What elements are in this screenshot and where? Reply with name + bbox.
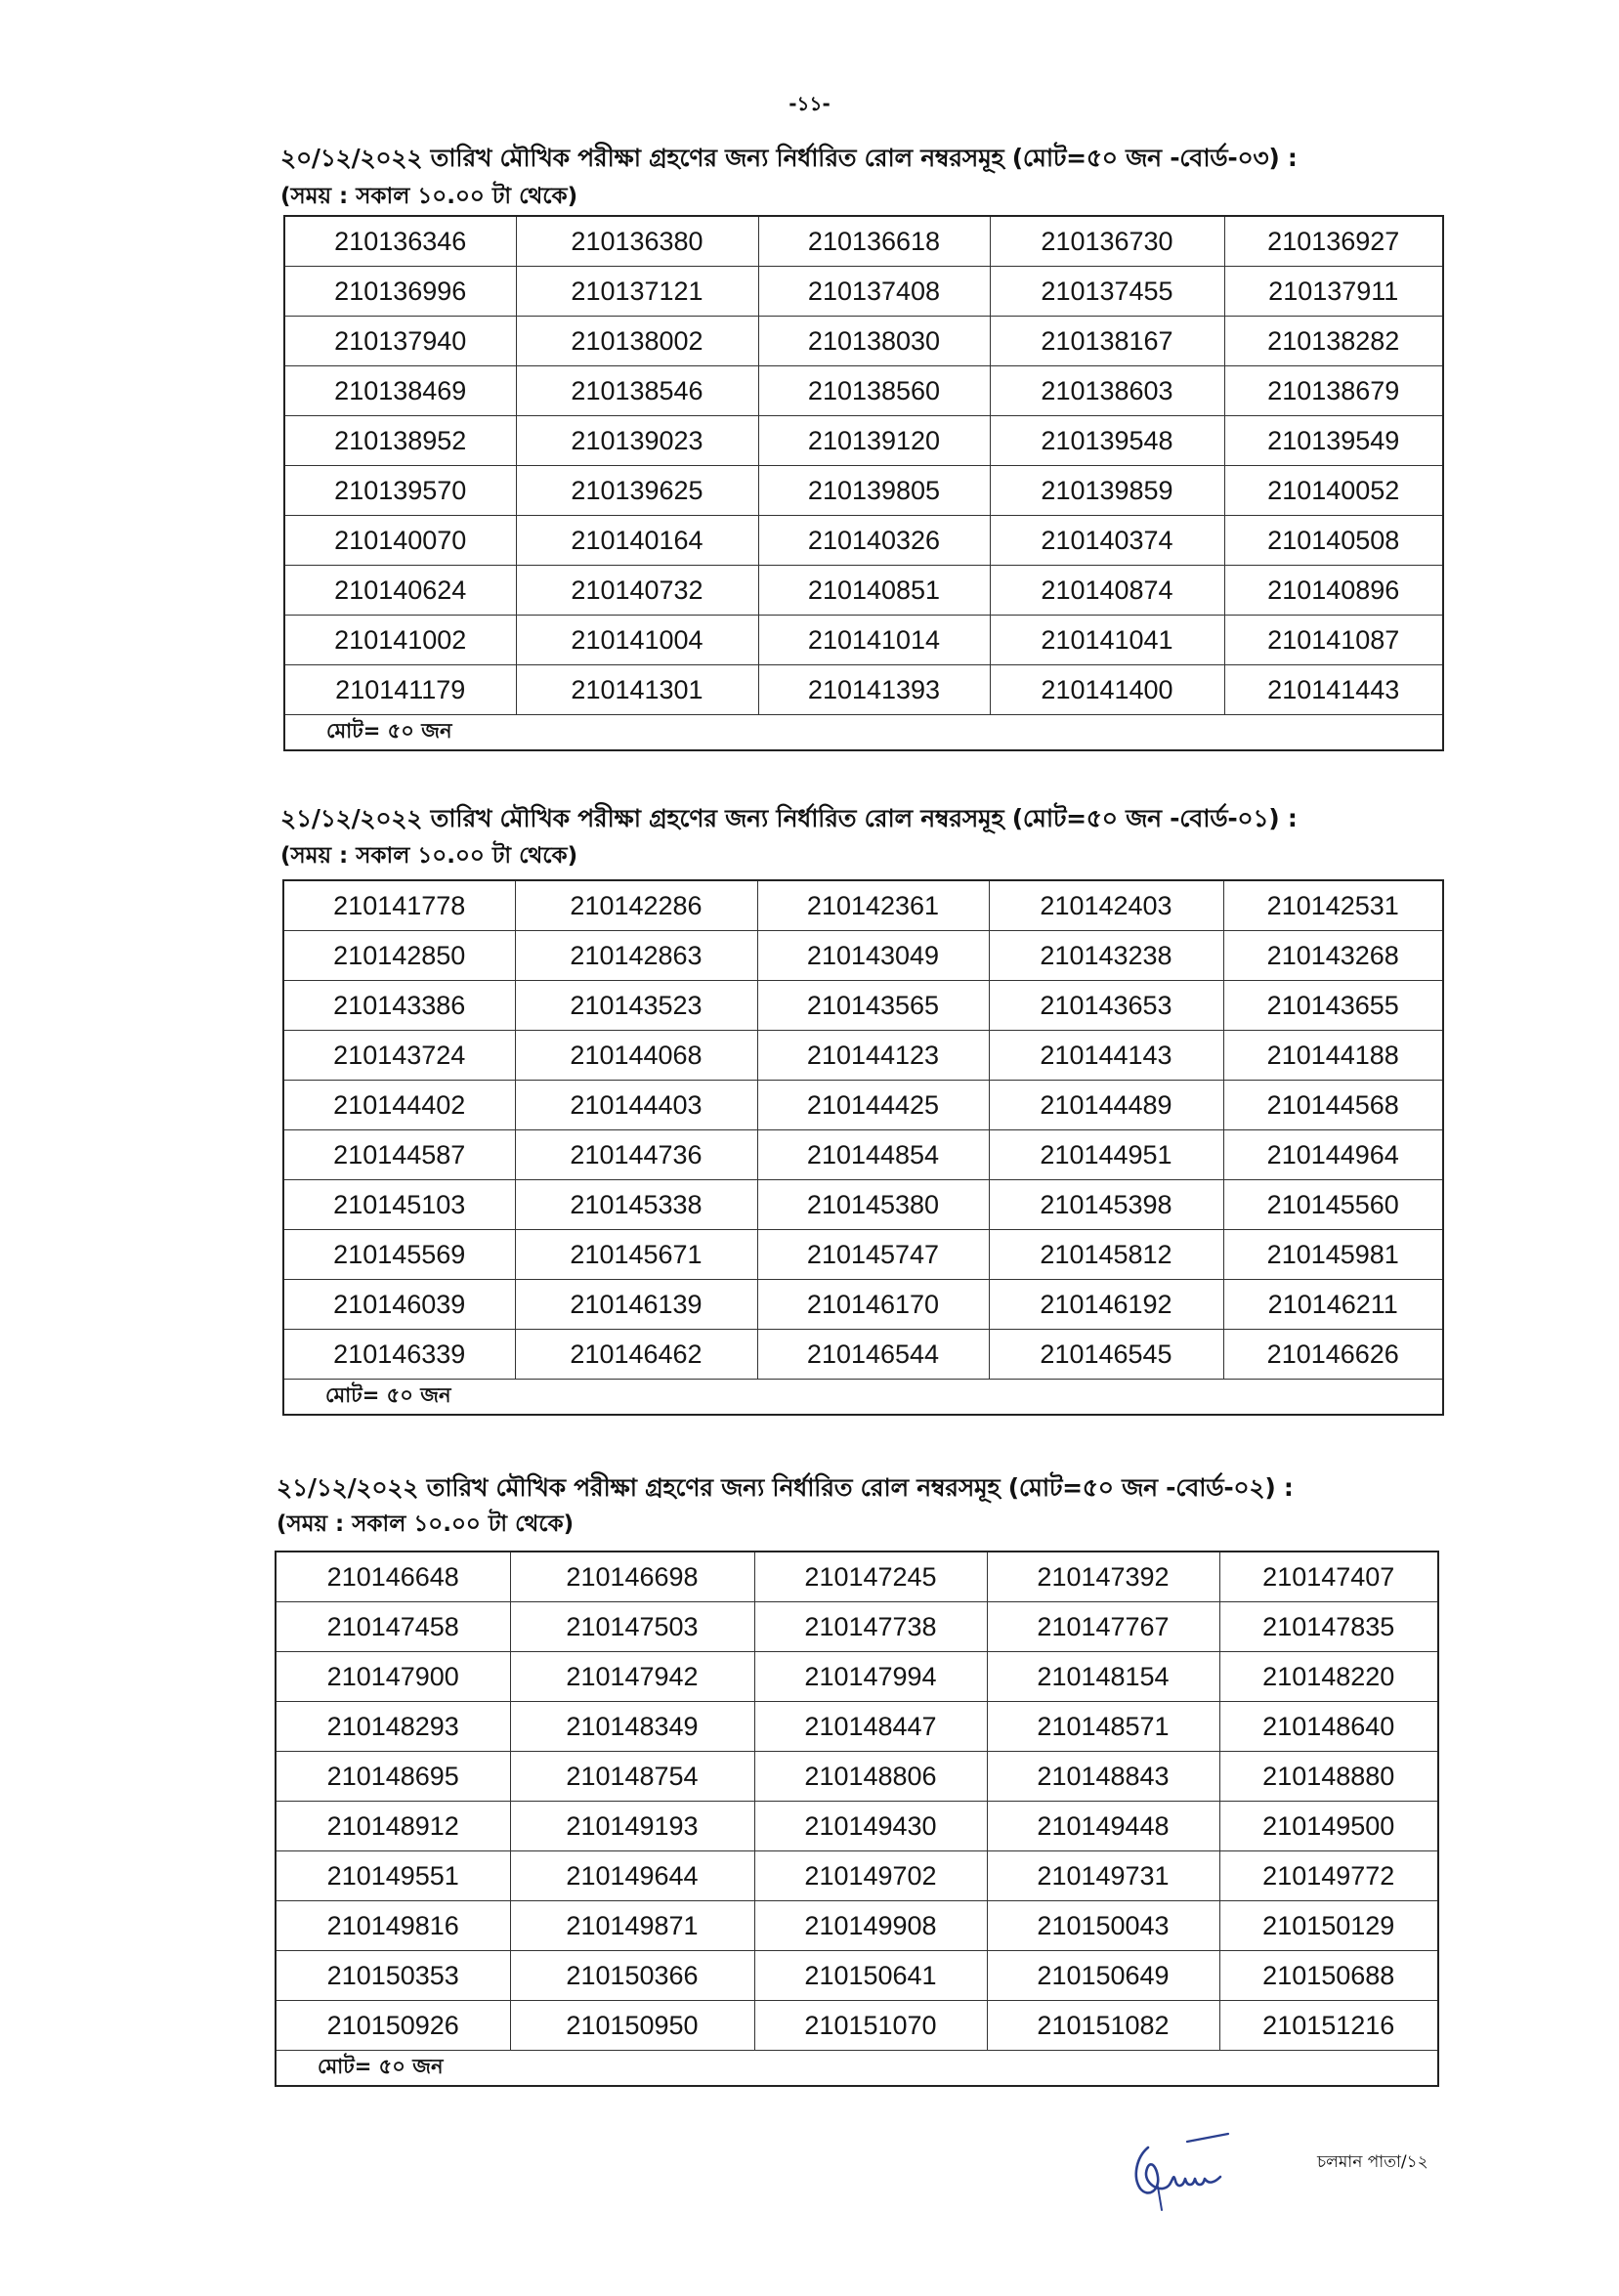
roll-number-cell: 210147767 [987,1602,1219,1652]
roll-number-cell: 210144951 [989,1130,1223,1180]
roll-number-cell: 210149193 [510,1802,754,1851]
roll-number-cell: 210142850 [283,931,515,981]
table-row [284,267,1443,317]
roll-number-cell: 210141087 [1224,616,1443,665]
roll-number-cell: 210146139 [515,1280,757,1330]
roll-number-cell: 210144123 [757,1031,989,1081]
roll-number-cell: 210136996 [284,267,516,317]
table-row [276,1552,1438,1602]
roll-number-cell: 210139023 [516,416,758,466]
roll-number-cell: 210139548 [990,416,1224,466]
roll-number-cell: 210146545 [989,1330,1223,1380]
roll-number-cell: 210144068 [515,1031,757,1081]
table-row [276,1901,1438,1951]
roll-number-cell: 210140508 [1224,516,1443,566]
table-row [276,1702,1438,1752]
roll-number-cell: 210137121 [516,267,758,317]
roll-number-cell: 210136618 [758,216,990,267]
roll-number-cell: 210138952 [284,416,516,466]
roll-number-cell: 210141014 [758,616,990,665]
table-row [283,880,1443,931]
roll-number-cell: 210136346 [284,216,516,267]
roll-number-cell: 210148447 [754,1702,987,1752]
roll-number-cell: 210145380 [757,1180,989,1230]
roll-number-cell: 210146192 [989,1280,1223,1330]
roll-number-cell: 210139549 [1224,416,1443,466]
roll-number-cell: 210150926 [276,2001,510,2051]
roll-number-cell: 210150649 [987,1951,1219,2001]
roll-number-cell: 210148571 [987,1702,1219,1752]
roll-number-cell: 210144402 [283,1081,515,1130]
roll-number-cell: 210143386 [283,981,515,1031]
roll-number-cell: 210143523 [515,981,757,1031]
roll-number-cell: 210151216 [1219,2001,1438,2051]
roll-number-cell: 210146648 [276,1552,510,1602]
roll-number-cell: 210138603 [990,366,1224,416]
table-row [284,616,1443,665]
section-time: (সময় : সকাল ১০.০০ টা থেকে) [280,843,578,869]
roll-number-cell: 210144964 [1223,1130,1443,1180]
roll-number-cell: 210150641 [754,1951,987,2001]
roll-number-cell: 210141179 [284,665,516,715]
table-row [283,931,1443,981]
roll-number-cell: 210140896 [1224,566,1443,616]
total-row [284,715,1443,751]
roll-number-cell: 210146170 [757,1280,989,1330]
roll-number-cell: 210149551 [276,1851,510,1901]
roll-number-cell: 210150043 [987,1901,1219,1951]
roll-number-cell: 210144568 [1223,1081,1443,1130]
total-row [283,1380,1443,1416]
roll-number-cell: 210142531 [1223,880,1443,931]
roll-number-cell: 210140052 [1224,466,1443,516]
roll-number-cell: 210148154 [987,1652,1219,1702]
table-row [276,1851,1438,1901]
roll-number-cell: 210139570 [284,466,516,516]
roll-number-cell: 210147835 [1219,1602,1438,1652]
roll-number-cell: 210148293 [276,1702,510,1752]
roll-number-cell: 210148754 [510,1752,754,1802]
table-row [276,1602,1438,1652]
roll-number-cell: 210143049 [757,931,989,981]
roll-number-cell: 210136730 [990,216,1224,267]
table-row [283,1130,1443,1180]
roll-number-cell: 210145560 [1223,1180,1443,1230]
roll-number-cell: 210138679 [1224,366,1443,416]
table-row [276,1802,1438,1851]
roll-number-cell: 210141004 [516,616,758,665]
roll-number-cell: 210150950 [510,2001,754,2051]
table-row [283,1280,1443,1330]
roll-number-cell: 210138002 [516,317,758,366]
roll-number-cell: 210143565 [757,981,989,1031]
roll-number-cell: 210149731 [987,1851,1219,1901]
table-row [283,981,1443,1031]
roll-number-cell: 210144425 [757,1081,989,1130]
roll-number-cell: 210148880 [1219,1752,1438,1802]
roll-number-cell: 210145981 [1223,1230,1443,1280]
table-row [284,466,1443,516]
table-row [283,1330,1443,1380]
roll-number-cell: 210149500 [1219,1802,1438,1851]
roll-number-cell: 210147503 [510,1602,754,1652]
roll-number-cell: 210144854 [757,1130,989,1180]
roll-number-cell: 210146698 [510,1552,754,1602]
total-count: মোট= ৫০ জন [276,2051,1438,2087]
roll-number-cell: 210137911 [1224,267,1443,317]
roll-number-cell: 210140874 [990,566,1224,616]
roll-number-cell: 210137455 [990,267,1224,317]
roll-number-cell: 210145671 [515,1230,757,1280]
roll-number-cell: 210148220 [1219,1652,1438,1702]
roll-number-cell: 210140374 [990,516,1224,566]
roll-number-cell: 210139625 [516,466,758,516]
table-row [284,366,1443,416]
roll-number-cell: 210148806 [754,1752,987,1802]
roll-number-cell: 210147738 [754,1602,987,1652]
roll-number-cell: 210137408 [758,267,990,317]
table-row [284,665,1443,715]
roll-number-cell: 210144736 [515,1130,757,1180]
roll-number-cell: 210144188 [1223,1031,1443,1081]
roll-number-cell: 210146462 [515,1330,757,1380]
roll-number-cell: 210150353 [276,1951,510,2001]
roll-number-cell: 210147942 [510,1652,754,1702]
roll-number-cell: 210140732 [516,566,758,616]
roll-number-cell: 210145103 [283,1180,515,1230]
roll-table [282,879,1444,1416]
roll-number-cell: 210139859 [990,466,1224,516]
roll-number-cell: 210147900 [276,1652,510,1702]
table-row [284,317,1443,366]
table-row [283,1180,1443,1230]
signature [1119,2130,1256,2213]
table-row [283,1031,1443,1081]
roll-number-cell: 210140326 [758,516,990,566]
roll-number-cell: 210149871 [510,1901,754,1951]
roll-number-cell: 210142863 [515,931,757,981]
table-row [276,1752,1438,1802]
roll-number-cell: 210140164 [516,516,758,566]
total-count: মোট= ৫০ জন [284,715,1443,751]
roll-number-cell: 210147994 [754,1652,987,1702]
roll-number-cell: 210148695 [276,1752,510,1802]
roll-number-cell: 210150366 [510,1951,754,2001]
roll-number-cell: 210149772 [1219,1851,1438,1901]
roll-number-cell: 210145747 [757,1230,989,1280]
total-row [276,2051,1438,2087]
roll-number-cell: 210146211 [1223,1280,1443,1330]
table-row [284,566,1443,616]
roll-number-cell: 210141301 [516,665,758,715]
roll-number-cell: 210146039 [283,1280,515,1330]
continued-page-note: চলমান পাতা/১২ [1317,2152,1428,2172]
roll-number-cell: 210148640 [1219,1702,1438,1752]
table-row [283,1230,1443,1280]
roll-number-cell: 210149816 [276,1901,510,1951]
roll-number-cell: 210141041 [990,616,1224,665]
roll-number-cell: 210140624 [284,566,516,616]
section-heading: ২১/১২/২০২২ তারিখ মৌখিক পরীক্ষা গ্রহণের জন্য নির্ধারিত রোল নম্বরসমূহ (মোট=৫০ জন -বোর্ড-০২) : [277,1473,1294,1502]
roll-number-cell: 210148349 [510,1702,754,1752]
roll-number-cell: 210138030 [758,317,990,366]
roll-number-cell: 210146626 [1223,1330,1443,1380]
roll-number-cell: 210145338 [515,1180,757,1230]
roll-table [283,215,1444,751]
roll-number-cell: 210142361 [757,880,989,931]
table-row [283,1081,1443,1130]
roll-number-cell: 210143653 [989,981,1223,1031]
roll-number-cell: 210141393 [758,665,990,715]
roll-number-cell: 210140851 [758,566,990,616]
section-time: (সময় : সকাল ১০.০০ টা থেকে) [280,184,578,209]
roll-number-cell: 210150688 [1219,1951,1438,2001]
roll-number-cell: 210150129 [1219,1901,1438,1951]
roll-number-cell: 210147458 [276,1602,510,1652]
roll-number-cell: 210149430 [754,1802,987,1851]
roll-table [275,1551,1439,2087]
roll-number-cell: 210147407 [1219,1552,1438,1602]
section-heading: ২০/১২/২০২২ তারিখ মৌখিক পরীক্ষা গ্রহণের জন্য নির্ধারিত রোল নম্বরসমূহ (মোট=৫০ জন -বোর্ড-০৩) : [280,144,1298,172]
section-heading: ২১/১২/২০২২ তারিখ মৌখিক পরীক্ষা গ্রহণের জন্য নির্ধারিত রোল নম্বরসমূহ (মোট=৫০ জন -বোর্ড-০১) : [280,804,1298,832]
roll-number-cell: 210148912 [276,1802,510,1851]
page-number: -১১- [788,92,831,115]
roll-number-cell: 210141778 [283,880,515,931]
roll-number-cell: 210142403 [989,880,1223,931]
roll-number-cell: 210136380 [516,216,758,267]
roll-number-cell: 210145569 [283,1230,515,1280]
table-row [276,1951,1438,2001]
roll-number-cell: 210139120 [758,416,990,466]
roll-number-cell: 210141400 [990,665,1224,715]
table-row [284,416,1443,466]
roll-number-cell: 210141443 [1224,665,1443,715]
roll-number-cell: 210137940 [284,317,516,366]
roll-number-cell: 210144489 [989,1081,1223,1130]
roll-number-cell: 210142286 [515,880,757,931]
table-row [276,1652,1438,1702]
roll-number-cell: 210138546 [516,366,758,416]
roll-number-cell: 210144403 [515,1081,757,1130]
roll-number-cell: 210147245 [754,1552,987,1602]
roll-number-cell: 210136927 [1224,216,1443,267]
roll-number-cell: 210147392 [987,1552,1219,1602]
roll-number-cell: 210138560 [758,366,990,416]
roll-number-cell: 210140070 [284,516,516,566]
roll-number-cell: 210151070 [754,2001,987,2051]
roll-number-cell: 210138469 [284,366,516,416]
roll-number-cell: 210139805 [758,466,990,516]
roll-number-cell: 210149702 [754,1851,987,1901]
roll-number-cell: 210149448 [987,1802,1219,1851]
roll-number-cell: 210141002 [284,616,516,665]
total-count: মোট= ৫০ জন [283,1380,1443,1416]
roll-number-cell: 210145812 [989,1230,1223,1280]
roll-number-cell: 210143655 [1223,981,1443,1031]
roll-number-cell: 210146544 [757,1330,989,1380]
roll-number-cell: 210144587 [283,1130,515,1180]
roll-number-cell: 210144143 [989,1031,1223,1081]
table-row [284,216,1443,267]
roll-number-cell: 210148843 [987,1752,1219,1802]
roll-number-cell: 210143238 [989,931,1223,981]
roll-number-cell: 210146339 [283,1330,515,1380]
roll-number-cell: 210138282 [1224,317,1443,366]
roll-number-cell: 210143268 [1223,931,1443,981]
roll-number-cell: 210149644 [510,1851,754,1901]
roll-number-cell: 210145398 [989,1180,1223,1230]
roll-number-cell: 210138167 [990,317,1224,366]
table-row [276,2001,1438,2051]
roll-number-cell: 210149908 [754,1901,987,1951]
table-row [284,516,1443,566]
section-time: (সময় : সকাল ১০.০০ টা থেকে) [277,1511,575,1537]
roll-number-cell: 210143724 [283,1031,515,1081]
roll-number-cell: 210151082 [987,2001,1219,2051]
